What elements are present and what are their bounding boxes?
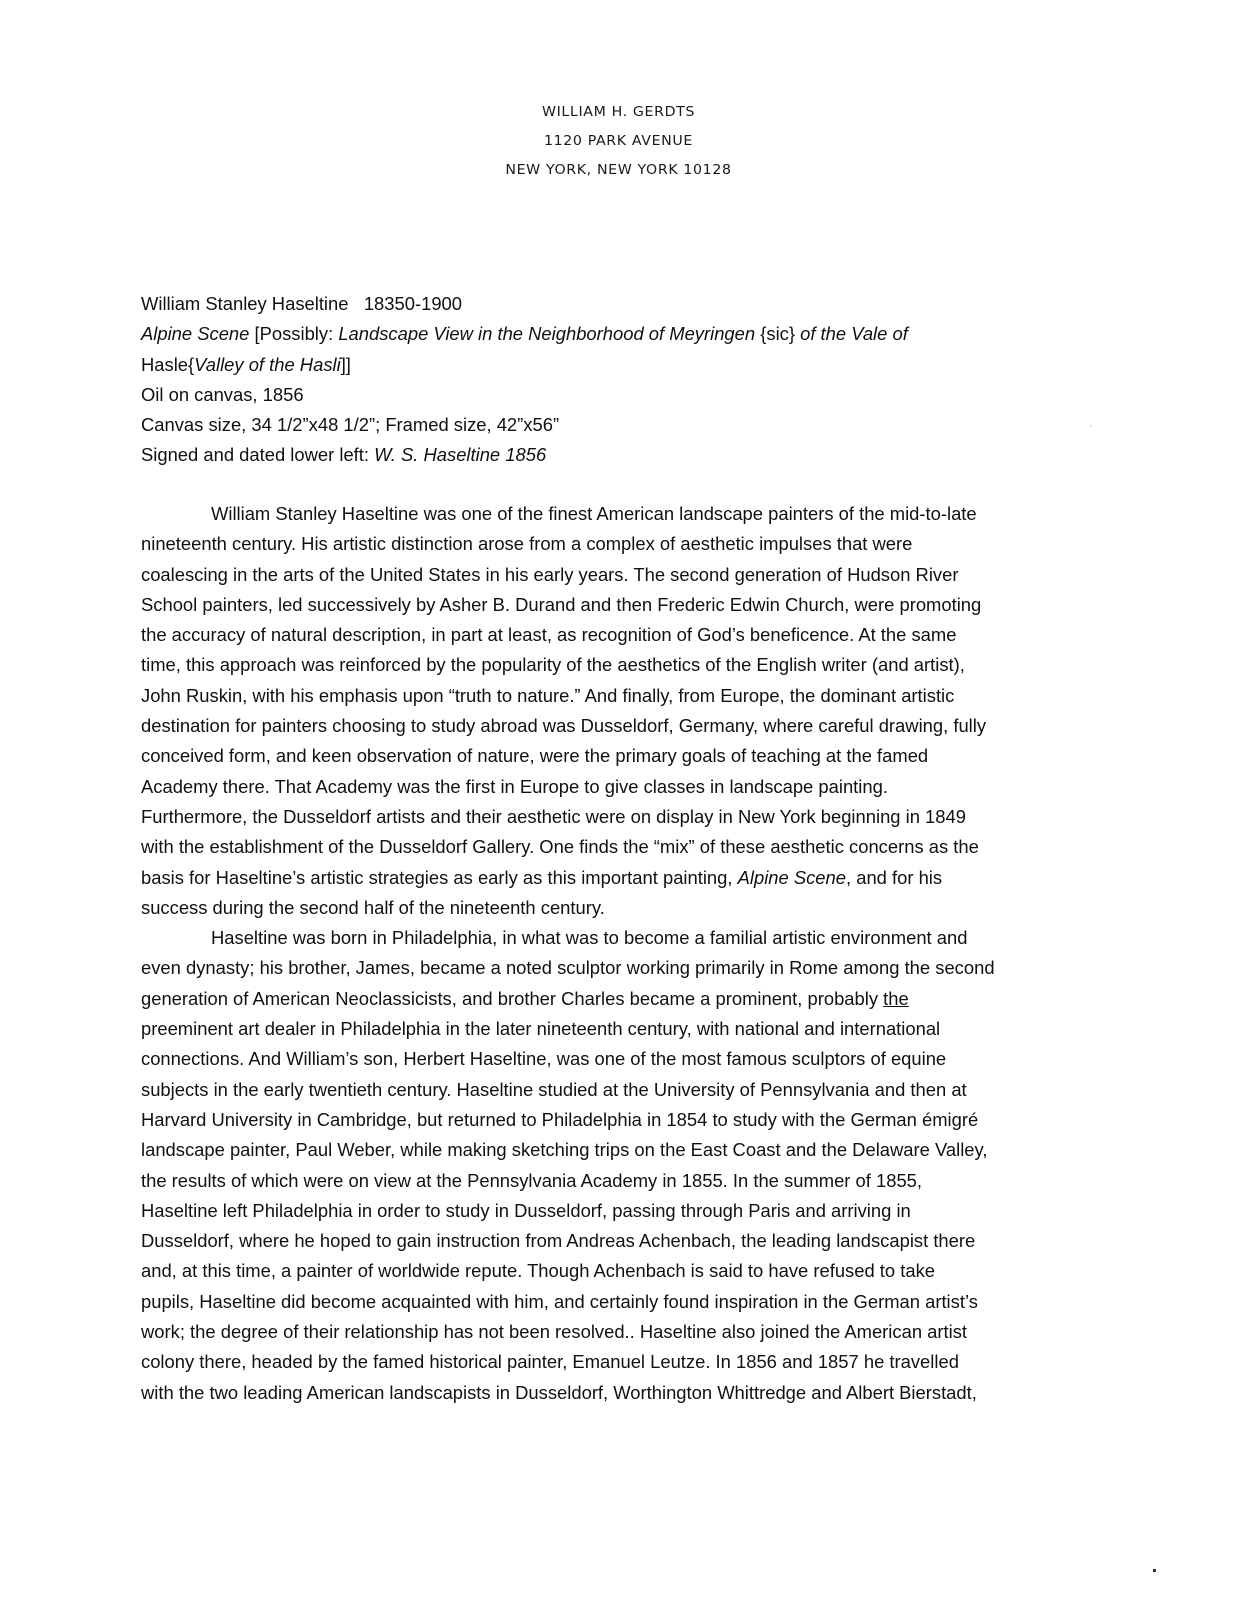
signature-line	[141, 440, 1101, 470]
paragraph-line: destination for painters choosing to study abroad was Dusseldorf, Germany, where careful drawing, fully	[141, 715, 987, 737]
paragraph-line: coalescing in the arts of the United States in his early years. The second generation of Hudson River	[141, 563, 959, 585]
line-text: basis for Haseltine’s artistic strategies as early as this important painting,	[141, 866, 738, 888]
paragraph-line	[141, 984, 1101, 1014]
paragraph-line: subjects in the early twentieth century. Haseltine studied at the University of Pennsylvania and then at	[141, 1078, 967, 1100]
alt-title-prefix: Hasle{	[141, 353, 195, 375]
paragraph-line: the accuracy of natural description, in part at least, as recognition of God’s beneficence. At the same	[141, 624, 957, 646]
paragraph-line: with the establishment of the Dusseldorf Gallery. One finds the “mix” of these aesthetic concerns as the	[141, 836, 979, 858]
paragraph-line: Academy there. That Academy was the first in Europe to give classes in landscape painting.	[141, 775, 888, 797]
painting-title: Alpine Scene	[737, 866, 846, 888]
artist-name: William Stanley Haseltine	[141, 293, 349, 314]
paragraph-line: colony there, headed by the famed historical painter, Emanuel Leutze. In 1856 and 1857 he travelled	[141, 1351, 959, 1373]
line-text: generation of American Neoclassicists, and brother Charles became a prominent, probably	[141, 987, 884, 1009]
paragraph-line: the results of which were on view at the Pennsylvania Academy in 1855. In the summer of 1855,	[141, 1169, 923, 1191]
catalog-entry	[141, 289, 1101, 471]
scan-artifact	[1153, 1569, 1156, 1572]
letterhead	[0, 98, 1237, 185]
title-bracket: [Possibly:	[249, 323, 339, 345]
artist-line	[141, 289, 1101, 319]
paragraph-line: conceived form, and keen observation of nature, were the primary goals of teaching at the famed	[141, 745, 929, 767]
paragraph-line: success during the second half of the nineteenth century.	[141, 896, 605, 918]
medium-line: Oil on canvas, 1856	[141, 383, 304, 405]
paragraph-line: and, at this time, a painter of worldwide repute. Though Achenbach is said to have refused to take	[141, 1260, 936, 1282]
paragraph-line: with the two leading American landscapists in Dusseldorf, Worthington Whittredge and Albert Bierstadt,	[141, 1381, 977, 1403]
paragraph-line: landscape painter, Paul Weber, while making sketching trips on the East Coast and the Delaware Valley,	[141, 1139, 988, 1161]
paragraph-line: time, this approach was reinforced by the popularity of the aesthetics of the English writer (and artist),	[141, 654, 965, 676]
paragraph-line: preeminent art dealer in Philadelphia in the later nineteenth century, with national and international	[141, 1018, 941, 1040]
letterhead-name: WILLIAM H. GERDTS	[541, 104, 696, 120]
letterhead-city: NEW YORK, NEW YORK 10128	[505, 162, 732, 178]
paragraph-line: John Ruskin, with his emphasis upon “truth to nature.” And finally, from Europe, the dominant artistic	[141, 684, 955, 706]
alt-title-part3: Valley of the Hasli	[194, 353, 341, 375]
paragraph-line: pupils, Haseltine did become acquainted with him, and certainly found inspiration in the German artist’s	[141, 1290, 978, 1312]
paragraph-line: nineteenth century. His artistic distinction arose from a complex of aesthetic impulses that were	[141, 533, 913, 555]
artist-dates: 18350-1900	[363, 293, 463, 314]
paragraph-line: Dusseldorf, where he hoped to gain instruction from Andreas Achenbach, the leading landscapist there	[141, 1230, 976, 1252]
paragraph-line: Haseltine left Philadelphia in order to study in Dusseldorf, passing through Paris and arriving in	[141, 1199, 911, 1221]
size-line: Canvas size, 34 1/2”x48 1/2”; Framed size, 42”x56”	[141, 414, 560, 436]
paragraph-line: Haseltine was born in Philadelphia, in what was to become a familial artistic environment and	[211, 927, 968, 949]
paragraph-line	[141, 863, 1101, 893]
paragraph-line: Harvard University in Cambridge, but returned to Philadelphia in 1854 to study with the German émigré	[141, 1108, 979, 1130]
paragraph-line: even dynasty; his brother, James, became a noted sculptor working primarily in Rome among the second	[141, 957, 995, 979]
paragraph-2	[141, 923, 1101, 1408]
scan-artifact	[1090, 425, 1092, 427]
sic-note: {sic}	[755, 323, 801, 345]
paragraph-1	[141, 499, 1101, 923]
work-title: Alpine Scene	[141, 323, 250, 345]
paragraph-line: Furthermore, the Dusseldorf artists and their aesthetic were on display in New York beginning in 1849	[141, 805, 966, 827]
alt-title-suffix: ]]	[340, 353, 351, 375]
paragraph-line: William Stanley Haseltine was one of the finest American landscape painters of the mid-to-late	[211, 503, 977, 524]
title-line-continued	[141, 350, 1101, 380]
paragraph-line: School painters, led successively by Asher B. Durand and then Frederic Edwin Church, were promoting	[141, 593, 982, 615]
paragraph-line: work; the degree of their relationship has not been resolved.. Haseltine also joined the American artist	[141, 1321, 968, 1343]
signature-label: Signed and dated lower left:	[141, 444, 375, 466]
essay-body	[141, 499, 1101, 1408]
paragraph-line: connections. And William’s son, Herbert Haseltine, was one of the most famous sculptors of equine	[141, 1048, 947, 1070]
letterhead-street: 1120 PARK AVENUE	[543, 133, 694, 149]
alt-title-part2: of the Vale of	[800, 323, 908, 345]
signature-text: W. S. Haseltine 1856	[374, 444, 547, 466]
alt-title-part1: Landscape View in the Neighborhood of Meyringen	[338, 323, 756, 345]
line-text: , and for his	[846, 866, 943, 888]
underlined-emphasis: the	[883, 987, 909, 1009]
title-line	[141, 319, 1101, 349]
